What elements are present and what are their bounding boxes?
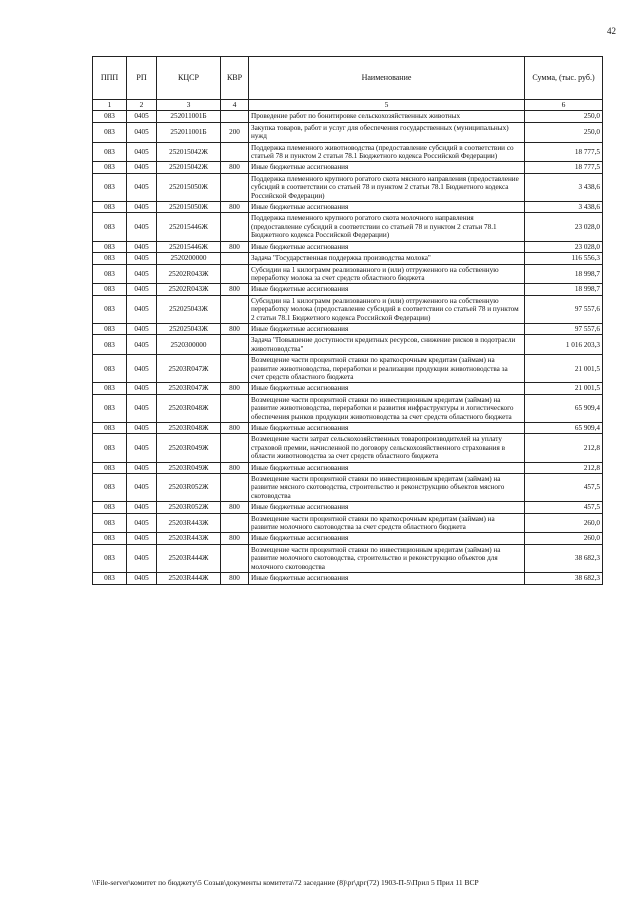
ppp-cell: 083 bbox=[93, 284, 127, 295]
name-cell: Иные бюджетные ассигнования bbox=[249, 202, 525, 213]
ppp-cell: 083 bbox=[93, 423, 127, 434]
ppp-cell: 083 bbox=[93, 502, 127, 513]
rp-cell: 0405 bbox=[127, 513, 157, 533]
kcsr-cell: 252025043Ж bbox=[157, 295, 221, 323]
rp-cell: 0405 bbox=[127, 295, 157, 323]
table-row bbox=[93, 335, 603, 355]
ppp-cell: 083 bbox=[93, 474, 127, 502]
kcsr-cell: 252015050Ж bbox=[157, 173, 221, 201]
name-cell: Возмещение части процентной ставки по инвестиционным кредитам (займам) на развитие мясного скотоводства, строительство и реконструкцию объектов мясного скотоводства bbox=[249, 474, 525, 502]
sum-cell: 97 557,6 bbox=[525, 323, 603, 334]
kvr-cell bbox=[221, 295, 249, 323]
rp-cell: 0405 bbox=[127, 253, 157, 264]
name-cell: Иные бюджетные ассигнования bbox=[249, 284, 525, 295]
ppp-cell: 083 bbox=[93, 513, 127, 533]
rp-cell: 0405 bbox=[127, 544, 157, 572]
header-name: Наименование bbox=[249, 57, 525, 100]
table-row bbox=[93, 295, 603, 323]
sum-cell: 212,8 bbox=[525, 434, 603, 462]
table-row bbox=[93, 544, 603, 572]
rp-cell: 0405 bbox=[127, 335, 157, 355]
ppp-cell: 083 bbox=[93, 264, 127, 284]
table-row bbox=[93, 253, 603, 264]
sum-cell: 250,0 bbox=[525, 122, 603, 142]
table-row bbox=[93, 284, 603, 295]
name-cell: Возмещение части процентной ставки по инвестиционным кредитам (займам) на развитие животноводства, переработки и развития инфраструктуры и логистического обеспечения рынков продукции животноводства за счет средств областного бюджета bbox=[249, 394, 525, 422]
rp-cell: 0405 bbox=[127, 383, 157, 394]
rp-cell: 0405 bbox=[127, 202, 157, 213]
table-row bbox=[93, 573, 603, 584]
table-row bbox=[93, 462, 603, 473]
name-cell: Иные бюджетные ассигнования bbox=[249, 462, 525, 473]
ppp-cell: 083 bbox=[93, 111, 127, 122]
name-cell: Иные бюджетные ассигнования bbox=[249, 573, 525, 584]
kcsr-cell: 2520300000 bbox=[157, 335, 221, 355]
ppp-cell: 083 bbox=[93, 544, 127, 572]
kcsr-cell: 25203R048Ж bbox=[157, 423, 221, 434]
kvr-cell: 800 bbox=[221, 462, 249, 473]
ppp-cell: 083 bbox=[93, 122, 127, 142]
ppp-cell: 083 bbox=[93, 253, 127, 264]
name-cell: Закупка товаров, работ и услуг для обеспечения государственных (муниципальных) нужд bbox=[249, 122, 525, 142]
table-row bbox=[93, 111, 603, 122]
rp-cell: 0405 bbox=[127, 213, 157, 241]
column-number: 3 bbox=[157, 100, 221, 111]
ppp-cell: 083 bbox=[93, 462, 127, 473]
kvr-cell bbox=[221, 394, 249, 422]
table-row bbox=[93, 122, 603, 142]
ppp-cell: 083 bbox=[93, 573, 127, 584]
sum-cell: 212,8 bbox=[525, 462, 603, 473]
kcsr-cell: 25202R043Ж bbox=[157, 284, 221, 295]
rp-cell: 0405 bbox=[127, 162, 157, 173]
kvr-cell bbox=[221, 474, 249, 502]
page-number: 42 bbox=[607, 26, 616, 36]
kvr-cell bbox=[221, 544, 249, 572]
kvr-cell: 800 bbox=[221, 323, 249, 334]
rp-cell: 0405 bbox=[127, 533, 157, 544]
header-row bbox=[93, 57, 603, 100]
sum-cell: 21 001,5 bbox=[525, 383, 603, 394]
kvr-cell bbox=[221, 434, 249, 462]
sum-cell: 18 777,5 bbox=[525, 162, 603, 173]
rp-cell: 0405 bbox=[127, 264, 157, 284]
column-number: 5 bbox=[249, 100, 525, 111]
header-kcsr: КЦСР bbox=[157, 57, 221, 100]
name-cell: Возмещение части процентной ставки по краткосрочным кредитам (займам) на развитие молочного скотоводства за счет средств областного бюджета bbox=[249, 513, 525, 533]
name-cell: Иные бюджетные ассигнования bbox=[249, 162, 525, 173]
header-ppp: ППП bbox=[93, 57, 127, 100]
table-row bbox=[93, 423, 603, 434]
table-row bbox=[93, 323, 603, 334]
name-cell: Возмещение части процентной ставки по инвестиционным кредитам (займам) на развитие молочного скотоводства, строительство и реконструкцию объектов для молочного скотоводства bbox=[249, 544, 525, 572]
ppp-cell: 083 bbox=[93, 335, 127, 355]
rp-cell: 0405 bbox=[127, 173, 157, 201]
column-number-row bbox=[93, 100, 603, 111]
sum-cell: 38 682,3 bbox=[525, 544, 603, 572]
name-cell: Иные бюджетные ассигнования bbox=[249, 533, 525, 544]
name-cell: Возмещение части процентной ставки по краткосрочным кредитам (займам) на развитие животноводства, переработки и реализации продукции животноводства за счет средств областного бюджета bbox=[249, 355, 525, 383]
ppp-cell: 083 bbox=[93, 323, 127, 334]
sum-cell: 260,0 bbox=[525, 533, 603, 544]
kvr-cell bbox=[221, 173, 249, 201]
header-kvr: КВР bbox=[221, 57, 249, 100]
name-cell: Проведение работ по бонитировке сельскохозяйственных животных bbox=[249, 111, 525, 122]
rp-cell: 0405 bbox=[127, 355, 157, 383]
rp-cell: 0405 bbox=[127, 323, 157, 334]
kvr-cell: 800 bbox=[221, 284, 249, 295]
kvr-cell bbox=[221, 213, 249, 241]
kvr-cell bbox=[221, 111, 249, 122]
table-row bbox=[93, 142, 603, 162]
name-cell: Иные бюджетные ассигнования bbox=[249, 323, 525, 334]
kcsr-cell: 25202R043Ж bbox=[157, 264, 221, 284]
ppp-cell: 083 bbox=[93, 202, 127, 213]
sum-cell: 3 438,6 bbox=[525, 202, 603, 213]
file-path-footer: \\File-server\комитет по бюджету\5 Созыв\документы комитета\72 заседание (8)\pr\дрг(72) 1903-П-5\Прил 5 Прил 11 ВСР bbox=[92, 878, 479, 887]
ppp-cell: 083 bbox=[93, 383, 127, 394]
kvr-cell: 800 bbox=[221, 502, 249, 513]
kcsr-cell: 2520200000 bbox=[157, 253, 221, 264]
sum-cell: 3 438,6 bbox=[525, 173, 603, 201]
ppp-cell: 083 bbox=[93, 533, 127, 544]
kvr-cell: 800 bbox=[221, 423, 249, 434]
kvr-cell bbox=[221, 355, 249, 383]
name-cell: Субсидии на 1 килограмм реализованного и (или) отгруженного на собственную переработку молока за счет средств областного бюджета bbox=[249, 264, 525, 284]
kcsr-cell: 252011001Б bbox=[157, 122, 221, 142]
ppp-cell: 083 bbox=[93, 173, 127, 201]
column-number: 1 bbox=[93, 100, 127, 111]
table-row bbox=[93, 213, 603, 241]
table-row bbox=[93, 162, 603, 173]
rp-cell: 0405 bbox=[127, 284, 157, 295]
kvr-cell bbox=[221, 335, 249, 355]
kcsr-cell: 25203R443Ж bbox=[157, 533, 221, 544]
table-row bbox=[93, 474, 603, 502]
sum-cell: 23 028,0 bbox=[525, 241, 603, 252]
kcsr-cell: 252015446Ж bbox=[157, 213, 221, 241]
kcsr-cell: 25203R443Ж bbox=[157, 513, 221, 533]
kvr-cell bbox=[221, 513, 249, 533]
name-cell: Субсидии на 1 килограмм реализованного и (или) отгруженного на собственную переработку молока (предоставление субсидий в соответствии со статьей 78 и пунктом 2 статьи 78.1 Бюджетного кодекса Российской Федерации) bbox=[249, 295, 525, 323]
kcsr-cell: 25203R049Ж bbox=[157, 462, 221, 473]
ppp-cell: 083 bbox=[93, 295, 127, 323]
kvr-cell: 800 bbox=[221, 383, 249, 394]
kvr-cell bbox=[221, 142, 249, 162]
rp-cell: 0405 bbox=[127, 111, 157, 122]
sum-cell: 250,0 bbox=[525, 111, 603, 122]
kvr-cell: 800 bbox=[221, 573, 249, 584]
ppp-cell: 083 bbox=[93, 394, 127, 422]
rp-cell: 0405 bbox=[127, 142, 157, 162]
kvr-cell: 200 bbox=[221, 122, 249, 142]
kvr-cell: 800 bbox=[221, 202, 249, 213]
sum-cell: 18 998,7 bbox=[525, 264, 603, 284]
table-row bbox=[93, 383, 603, 394]
kvr-cell: 800 bbox=[221, 162, 249, 173]
sum-cell: 1 016 203,3 bbox=[525, 335, 603, 355]
name-cell: Иные бюджетные ассигнования bbox=[249, 241, 525, 252]
table-row bbox=[93, 502, 603, 513]
name-cell: Иные бюджетные ассигнования bbox=[249, 383, 525, 394]
name-cell: Задача "Государственная поддержка производства молока" bbox=[249, 253, 525, 264]
kcsr-cell: 252015446Ж bbox=[157, 241, 221, 252]
rp-cell: 0405 bbox=[127, 502, 157, 513]
rp-cell: 0405 bbox=[127, 122, 157, 142]
rp-cell: 0405 bbox=[127, 573, 157, 584]
kcsr-cell: 25203R047Ж bbox=[157, 383, 221, 394]
kvr-cell bbox=[221, 264, 249, 284]
kcsr-cell: 252015050Ж bbox=[157, 202, 221, 213]
kcsr-cell: 25203R052Ж bbox=[157, 502, 221, 513]
rp-cell: 0405 bbox=[127, 474, 157, 502]
table-row bbox=[93, 241, 603, 252]
table-row bbox=[93, 394, 603, 422]
name-cell: Иные бюджетные ассигнования bbox=[249, 502, 525, 513]
sum-cell: 21 001,5 bbox=[525, 355, 603, 383]
column-number: 6 bbox=[525, 100, 603, 111]
sum-cell: 65 909,4 bbox=[525, 423, 603, 434]
table-row bbox=[93, 264, 603, 284]
sum-cell: 18 998,7 bbox=[525, 284, 603, 295]
sum-cell: 457,5 bbox=[525, 474, 603, 502]
ppp-cell: 083 bbox=[93, 142, 127, 162]
name-cell: Иные бюджетные ассигнования bbox=[249, 423, 525, 434]
rp-cell: 0405 bbox=[127, 241, 157, 252]
table-row bbox=[93, 533, 603, 544]
rp-cell: 0405 bbox=[127, 423, 157, 434]
kcsr-cell: 25203R047Ж bbox=[157, 355, 221, 383]
ppp-cell: 083 bbox=[93, 241, 127, 252]
name-cell: Возмещение части затрат сельскохозяйственных товаропроизводителей на уплату страховой премии, начисленной по договору сельскохозяйственного страхования в области животноводства за счет средств областного бюджета bbox=[249, 434, 525, 462]
sum-cell: 23 028,0 bbox=[525, 213, 603, 241]
kcsr-cell: 25203R052Ж bbox=[157, 474, 221, 502]
table-row bbox=[93, 434, 603, 462]
header-rp: РП bbox=[127, 57, 157, 100]
kcsr-cell: 252015042Ж bbox=[157, 142, 221, 162]
sum-cell: 116 556,3 bbox=[525, 253, 603, 264]
rp-cell: 0405 bbox=[127, 462, 157, 473]
kcsr-cell: 252025043Ж bbox=[157, 323, 221, 334]
column-number: 4 bbox=[221, 100, 249, 111]
table-row bbox=[93, 173, 603, 201]
table-row bbox=[93, 202, 603, 213]
ppp-cell: 083 bbox=[93, 162, 127, 173]
ppp-cell: 083 bbox=[93, 355, 127, 383]
name-cell: Поддержка племенного крупного рогатого скота мясного направления (предоставление субсидий в соответствии со статьей 78 и пунктом 2 статьи 78.1 Бюджетного кодекса Российской Федерации) bbox=[249, 173, 525, 201]
kcsr-cell: 25203R444Ж bbox=[157, 573, 221, 584]
table-row bbox=[93, 513, 603, 533]
ppp-cell: 083 bbox=[93, 434, 127, 462]
budget-table bbox=[92, 56, 603, 585]
header-sum: Сумма, (тыс. руб.) bbox=[525, 57, 603, 100]
sum-cell: 38 682,3 bbox=[525, 573, 603, 584]
kvr-cell: 800 bbox=[221, 241, 249, 252]
rp-cell: 0405 bbox=[127, 394, 157, 422]
name-cell: Поддержка племенного крупного рогатого скота молочного направления (предоставление субсидий в соответствии со статьей 78 и пунктом 2 статьи 78.1 Бюджетного кодекса Российской Федерации) bbox=[249, 213, 525, 241]
kcsr-cell: 252015042Ж bbox=[157, 162, 221, 173]
kcsr-cell: 252011001Б bbox=[157, 111, 221, 122]
kcsr-cell: 25203R048Ж bbox=[157, 394, 221, 422]
name-cell: Поддержка племенного животноводства (предоставление субсидий в соответствии со статьей 78 и пунктом 2 статьи 78.1 Бюджетного кодекса Российской Федерации) bbox=[249, 142, 525, 162]
kvr-cell bbox=[221, 253, 249, 264]
sum-cell: 457,5 bbox=[525, 502, 603, 513]
sum-cell: 65 909,4 bbox=[525, 394, 603, 422]
ppp-cell: 083 bbox=[93, 213, 127, 241]
sum-cell: 97 557,6 bbox=[525, 295, 603, 323]
column-number: 2 bbox=[127, 100, 157, 111]
sum-cell: 260,0 bbox=[525, 513, 603, 533]
table-row bbox=[93, 355, 603, 383]
rp-cell: 0405 bbox=[127, 434, 157, 462]
name-cell: Задача "Повышение доступности кредитных ресурсов, снижение рисков в подотрасли животноводства" bbox=[249, 335, 525, 355]
kcsr-cell: 25203R049Ж bbox=[157, 434, 221, 462]
kvr-cell: 800 bbox=[221, 533, 249, 544]
kcsr-cell: 25203R444Ж bbox=[157, 544, 221, 572]
sum-cell: 18 777,5 bbox=[525, 142, 603, 162]
